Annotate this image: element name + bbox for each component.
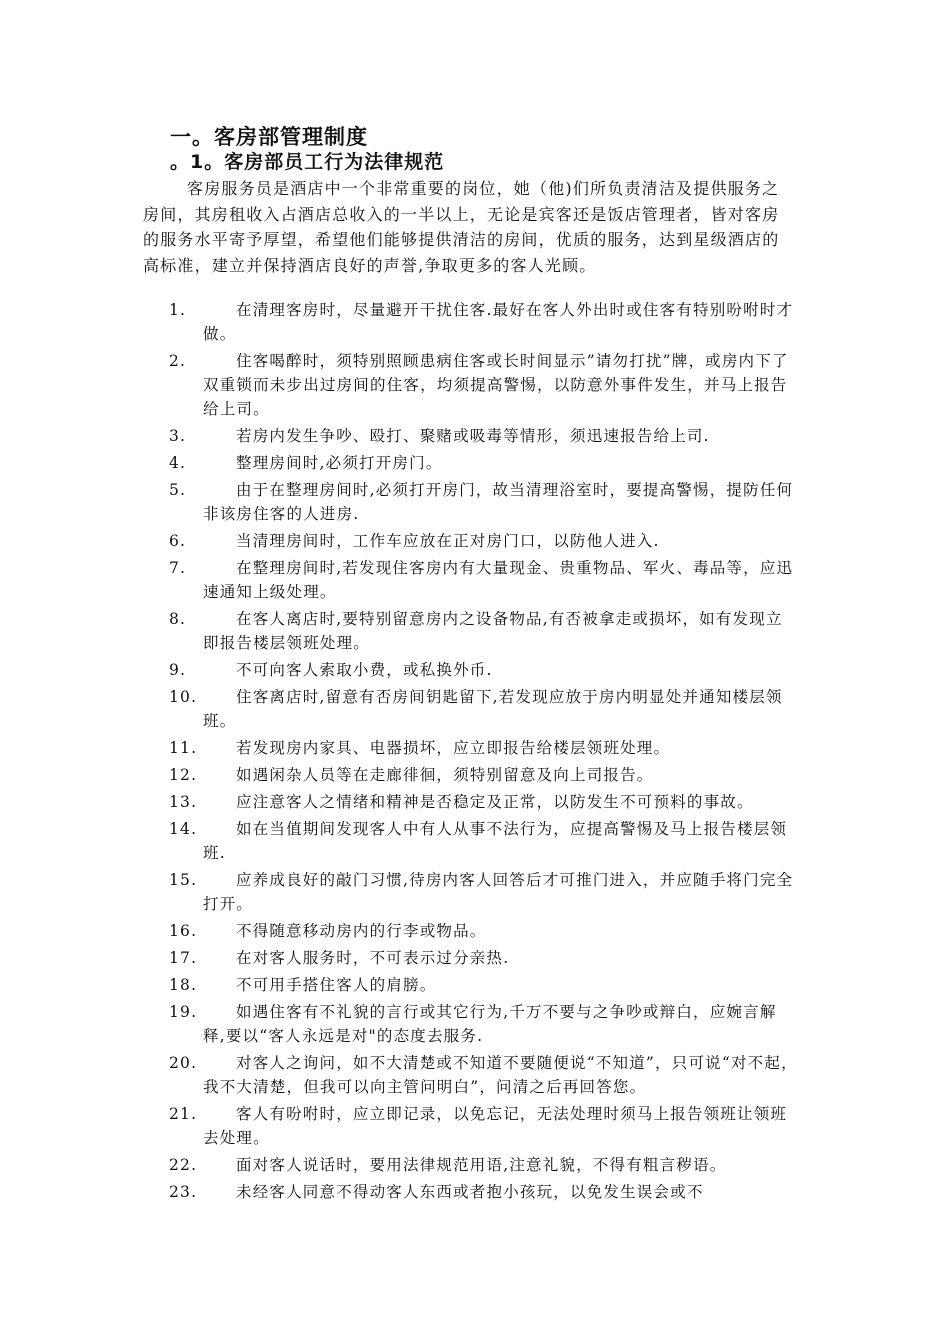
list-item — [143, 451, 798, 475]
list-item — [143, 349, 798, 421]
list-item-number: 15. — [169, 871, 198, 889]
list-item — [143, 946, 798, 970]
list-item — [143, 685, 798, 733]
list-item — [143, 817, 798, 865]
list-item — [143, 1051, 798, 1099]
list-item — [143, 868, 798, 916]
list-item-number: 1. — [169, 301, 187, 319]
list-item-text: 如遇闲杂人员等在走廊徘徊，须特别留意及向上司报告。 — [236, 766, 654, 784]
list-item-number: 7. — [169, 559, 187, 577]
list-item-number: 11. — [169, 739, 198, 757]
list-item — [143, 790, 798, 814]
list-item-text: 由于在整理房间时,必须打开房门，故当清理浴室时，要提高警惕，提防任何非该房住客的人进房. — [203, 481, 794, 523]
list-item-text: 当清理房间时，工作车应放在正对房门口，以防他人进入. — [236, 532, 660, 550]
list-item-text: 未经客人同意不得动客人东西或者抱小孩玩，以免发生误会或不 — [236, 1183, 704, 1201]
list-item-text: 住客喝醉时，须特别照顾患病住客或长时间显示”请勿打扰”牌，或房内下了双重锁而未步出过房间的住客，均须提高警惕，以防意外事件发生，并马上报告给上司。 — [203, 352, 789, 418]
list-item-number: 16. — [169, 922, 198, 940]
list-item-number: 5. — [169, 481, 187, 499]
list-item — [143, 529, 798, 553]
list-item-number: 13. — [169, 793, 198, 811]
list-item-number: 21. — [169, 1105, 198, 1123]
list-item — [143, 478, 798, 526]
list-item-text: 如在当值期间发现客人中有人从事不法行为，应提高警惕及马上报告楼层领班. — [203, 820, 788, 862]
list-item-text: 整理房间时,必须打开房门。 — [236, 454, 443, 472]
list-item — [143, 1153, 798, 1177]
list-item-text: 不可用手搭住客人的肩膀。 — [236, 976, 437, 994]
list-item-number: 9. — [169, 661, 187, 679]
list-item — [143, 1102, 798, 1150]
list-item-text: 不可向客人索取小费，或私换外币. — [236, 661, 493, 679]
section-heading: 一。客房部管理制度 — [170, 125, 368, 149]
list-item — [143, 736, 798, 760]
list-item-number: 23. — [169, 1183, 198, 1201]
list-item — [143, 607, 798, 655]
list-item-number: 19. — [169, 1003, 198, 1021]
list-item-text: 应注意客人之情绪和精神是否稳定及正常，以防发生不可预料的事故。 — [236, 793, 754, 811]
subsection-heading: 。1。客房部员工行为法律规范 — [170, 151, 445, 173]
list-item-number: 20. — [169, 1054, 198, 1072]
list-item — [143, 298, 798, 346]
list-item-text: 如遇住客有不礼貌的言行或其它行为,千万不要与之争吵或辩白，应婉言解释,要以“客人永远是对"的态度去服务. — [203, 1003, 777, 1045]
list-item-number: 4. — [169, 454, 187, 472]
list-item — [143, 556, 798, 604]
list-item-text: 对客人之询问，如不大清楚或不知道不要随便说“不知道”，只可说“对不起，我不大清楚，但我可以向主管问明白”，问清之后再回答您。 — [203, 1054, 798, 1096]
list-item — [143, 1180, 798, 1204]
list-item-number: 6. — [169, 532, 187, 550]
list-item-text: 客人有吩咐时，应立即记录，以免忘记，无法处理时须马上报告领班让领班去处理。 — [203, 1105, 788, 1147]
list-item — [143, 658, 798, 682]
list-item-text: 应养成良好的敲门习惯,待房内客人回答后才可推门进入，并应随手将门完全打开。 — [203, 871, 794, 913]
list-item-text: 若房内发生争吵、殴打、聚赌或吸毒等情形，须迅速报告给上司. — [236, 427, 710, 445]
list-item-number: 12. — [169, 766, 198, 784]
list-item-number: 14. — [169, 820, 198, 838]
list-item-text: 住客离店时,留意有否房间钥匙留下,若发现应放于房内明显处并通知楼层领班。 — [203, 688, 783, 730]
list-item-text: 若发现房内家具、电器损坏，应立即报告给楼层领班处理。 — [236, 739, 671, 757]
list-item-number: 2. — [169, 352, 187, 370]
list-item-number: 22. — [169, 1156, 198, 1174]
list-item — [143, 973, 798, 997]
list-item-number: 18. — [169, 976, 198, 994]
list-item-number: 17. — [169, 949, 198, 967]
list-item — [143, 919, 798, 943]
list-item-number: 10. — [169, 688, 198, 706]
list-item — [143, 763, 798, 787]
list-item — [143, 424, 798, 448]
intro-paragraph: 客房服务员是酒店中一个非常重要的岗位，她（他)们所负责清洁及提供服务之房间，其房租收入占酒店总收入的一半以上，无论是宾客还是饭店管理者，皆对客房的服务水平寄予厚望，希望他们能够提供清洁的房间，优质的服务，达到星级酒店的高标准，建立并保持酒店良好的声誉,争取更多的客人光顾。 — [143, 179, 780, 275]
rules-list — [143, 298, 798, 1207]
list-item-text: 在对客人服务时，不可表示过分亲热. — [236, 949, 510, 967]
list-item-text: 在客人离店时,要特别留意房内之设备物品,有否被拿走或损坏，如有发现立即报告楼层领班处理。 — [203, 610, 783, 652]
list-item-text: 在清理客房时，尽量避开干扰住客.最好在客人外出时或住客有特别吩咐时才做。 — [203, 301, 794, 343]
list-item-number: 8. — [169, 610, 187, 628]
list-item-text: 不得随意移动房内的行李或物品。 — [236, 922, 487, 940]
list-item-text: 在整理房间时,若发现住客房内有大量现金、贵重物品、军火、毒品等，应迅速通知上级处理。 — [203, 559, 794, 601]
list-item-number: 3. — [169, 427, 187, 445]
list-item-text: 面对客人说话时，要用法律规范用语,注意礼貌，不得有粗言秽语。 — [236, 1156, 727, 1174]
list-item — [143, 1000, 798, 1048]
